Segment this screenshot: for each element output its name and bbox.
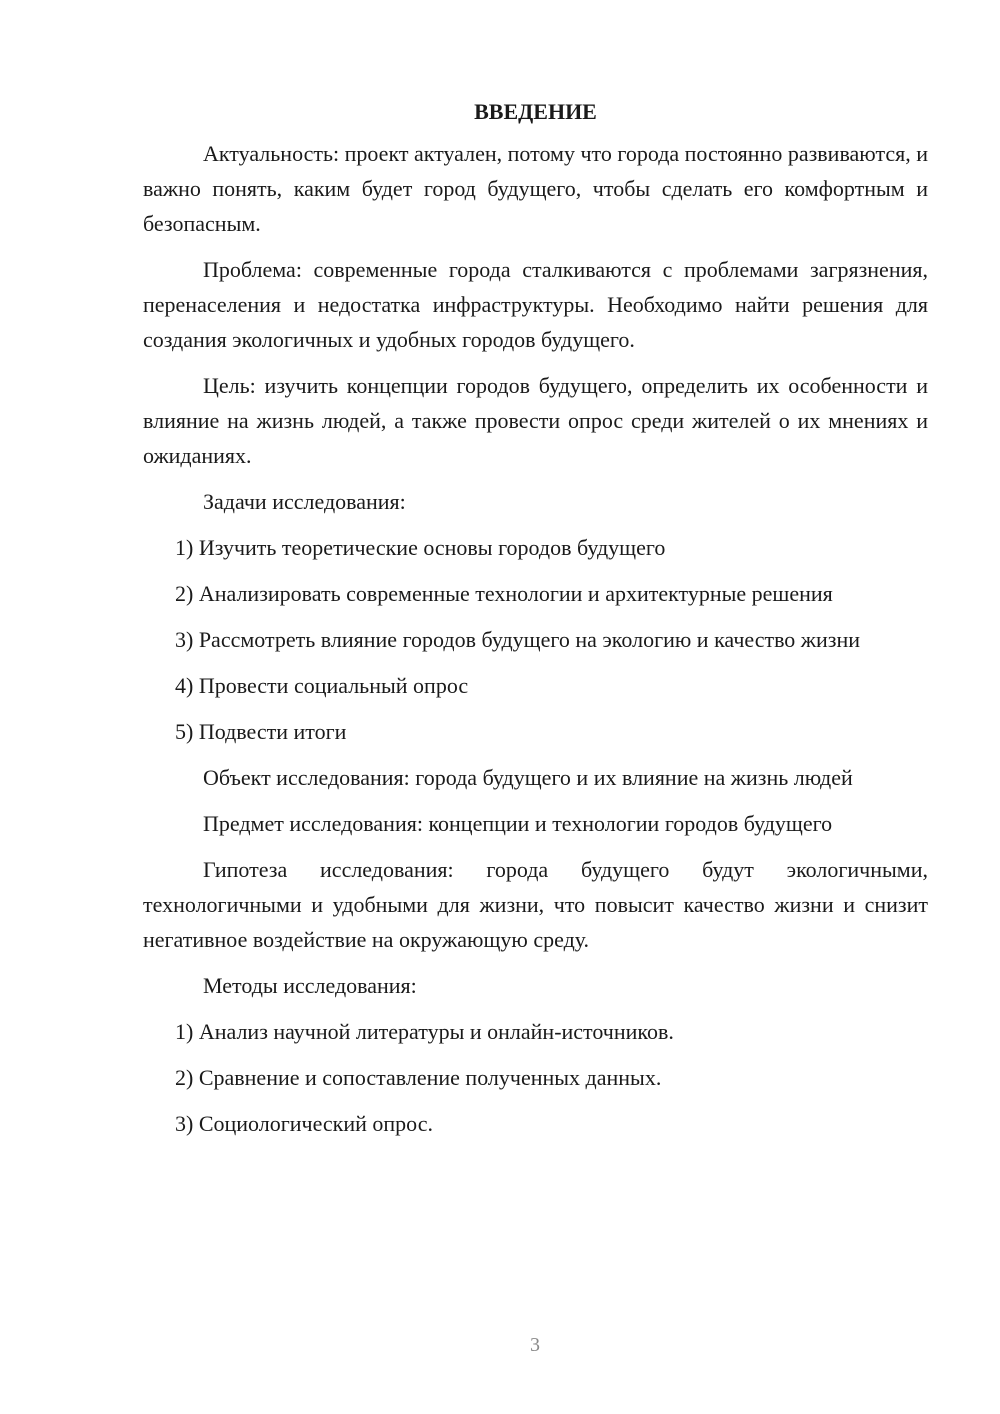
method-item: 2) Сравнение и сопоставление полученных данных. [175, 1065, 662, 1090]
task-item: 2) Анализировать современные технологии и архитектурные решения [175, 581, 833, 606]
task-item: 5) Подвести итоги [175, 719, 347, 744]
problem-paragraph: Проблема: современные города сталкиваются с проблемами загрязнения, перенаселения и недостатка инфраструктуры. Необходимо найти решения для создания экологичных и удобных городов будущего. [143, 257, 928, 352]
task-item: 3) Рассмотреть влияние городов будущего на экологию и качество жизни [175, 627, 861, 652]
document-page [143, 96, 928, 1152]
page-number: 3 [530, 1334, 540, 1356]
section-title: ВВЕДЕНИЕ [474, 99, 597, 124]
goal-paragraph: Цель: изучить концепции городов будущего, определить их особенности и влияние на жизнь людей, а также провести опрос среди жителей о их мнениях и ожиданиях. [143, 373, 928, 468]
method-item: 1) Анализ научной литературы и онлайн-источников. [175, 1019, 674, 1044]
method-item: 3) Социологический опрос. [175, 1111, 433, 1136]
methods-heading: Методы исследования: [203, 973, 417, 998]
relevance-paragraph: Актуальность: проект актуален, потому что города постоянно развиваются, и важно понять, каким будет город будущего, чтобы сделать его комфортным и безопасным. [143, 141, 928, 236]
subject-paragraph: Предмет исследования: концепции и технологии городов будущего [203, 811, 833, 836]
task-item: 1) Изучить теоретические основы городов будущего [175, 535, 666, 560]
object-paragraph: Объект исследования: города будущего и их влияние на жизнь людей [203, 765, 853, 790]
hypothesis-paragraph: Гипотеза исследования: города будущего будут экологичными, технологичными и удобными для жизни, что повысит качество жизни и снизит негативное воздействие на окружающую среду. [143, 857, 928, 952]
tasks-heading: Задачи исследования: [203, 489, 406, 514]
task-item: 4) Провести социальный опрос [175, 673, 469, 698]
